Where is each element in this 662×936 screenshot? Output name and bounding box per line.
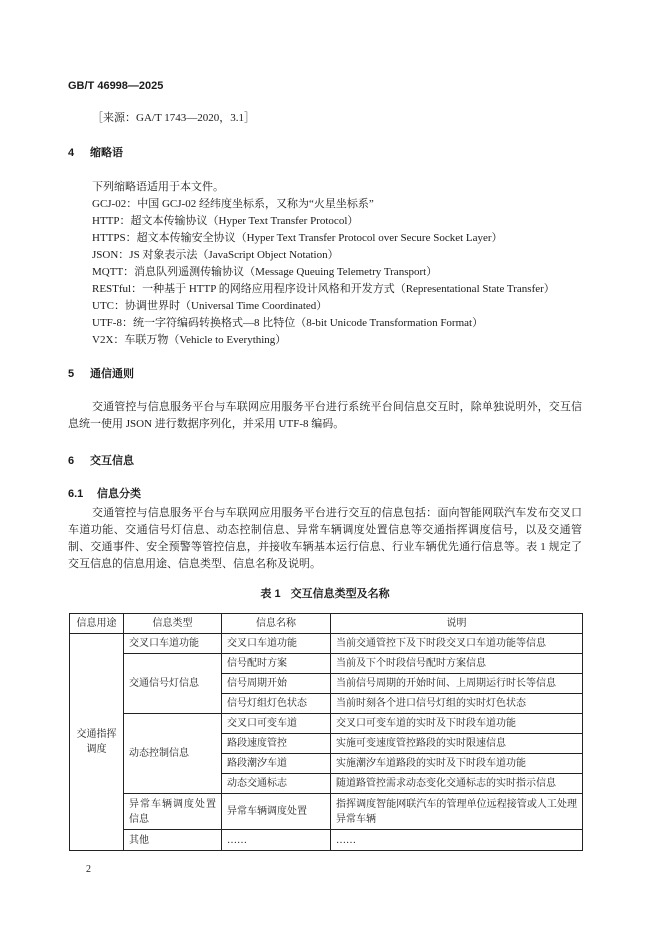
abbreviation-entry: UTC：协调世界时（Universal Time Coordinated）	[92, 300, 328, 312]
section-number: 4	[68, 147, 75, 159]
abbreviation-entry: RESTful：一种基于 HTTP 的网络应用程序设计风格和开发方式（Representational State Transfer）	[92, 283, 555, 295]
table-header-row	[70, 614, 583, 634]
table-row	[70, 714, 583, 734]
abbreviation-entry: HTTP：超文本传输协议（Hyper Text Transfer Protocol）	[92, 215, 359, 227]
name-cell: ……	[222, 830, 331, 851]
name-cell: 交叉口车道功能	[222, 634, 331, 654]
table-row	[70, 794, 583, 830]
type-cell: 异常车辆调度处置信息	[124, 794, 222, 830]
section-6-1-paragraph: 交通管控与信息服务平台与车联网应用服务平台进行交互的信息包括：面向智能网联汽车发布交叉口车道功能、交通信号灯信息、动态控制信息、异常车辆调度处置信息等交通指挥调度信号，以及交通管制、交通事件、安全预警等管控信息，并接收车辆基本运行信息、行业车辆优先通行信息等。表 1 规定了交互信息的信息用途、信息类型、信息名称及说明。	[68, 507, 582, 570]
description-cell: 当前信号周期的开始时间、上周期运行时长等信息	[331, 674, 583, 694]
section-title: 缩略语	[90, 147, 123, 159]
section-number: 5	[68, 368, 75, 380]
name-cell: 信号灯组灯色状态	[222, 694, 331, 714]
type-cell: 动态控制信息	[124, 714, 222, 794]
abbreviation-intro: 下列缩略语适用于本文件。	[92, 181, 224, 193]
type-cell: 交通信号灯信息	[124, 654, 222, 714]
table-caption-label: 表 1	[260, 588, 281, 600]
name-cell: 路段潮汐车道	[222, 754, 331, 774]
source-note: ［来源：GA/T 1743—2020，3.1］	[92, 112, 255, 124]
section-6-1-heading	[68, 486, 141, 503]
table-caption	[68, 586, 582, 603]
abbreviation-entry: HTTPS：超文本传输安全协议（Hyper Text Transfer Protocol over Secure Socket Layer）	[92, 232, 503, 244]
table-1	[69, 613, 583, 851]
standard-number-header: GB/T 46998—2025	[68, 80, 164, 92]
type-cell: 其他	[124, 830, 222, 851]
abbreviation-entry: V2X：车联万物（Vehicle to Everything）	[92, 334, 287, 346]
description-cell: 实施潮汐车道路段的实时及下时段车道功能	[331, 754, 583, 774]
name-cell: 交叉口可变车道	[222, 714, 331, 734]
abbreviation-entry: JSON：JS 对象表示法（JavaScript Object Notation）	[92, 249, 339, 261]
description-cell: 随道路管控需求动态变化交通标志的实时指示信息	[331, 774, 583, 794]
abbreviation-entry: MQTT：消息队列遥测传输协议（Message Queuing Telemetry Transport）	[92, 266, 438, 278]
section-number: 6.1	[68, 488, 84, 500]
col-header-type: 信息类型	[124, 614, 222, 634]
name-cell: 路段速度管控	[222, 734, 331, 754]
section-title: 交互信息	[90, 455, 134, 467]
name-cell: 信号配时方案	[222, 654, 331, 674]
table-row	[70, 654, 583, 674]
table-row	[70, 830, 583, 851]
table-row	[70, 634, 583, 654]
col-header-description: 说明	[331, 614, 583, 634]
description-cell: 当前时刻各个进口信号灯组的实时灯色状态	[331, 694, 583, 714]
table-caption-title: 交互信息类型及名称	[290, 588, 390, 600]
abbreviation-entry: UTF-8：统一字符编码转换格式—8 比特位（8-bit Unicode Transformation Format）	[92, 317, 484, 329]
description-cell: 交叉口可变车道的实时及下时段车道功能	[331, 714, 583, 734]
section-6-heading	[68, 453, 134, 470]
section-5-paragraph: 交通管控与信息服务平台与车联网应用服务平台进行系统平台间信息交互时，除单独说明外，交互信息统一使用 JSON 进行数据序列化，并采用 UTF-8 编码。	[68, 401, 582, 430]
description-cell: 指挥调度智能网联汽车的管理单位远程接管或人工处理异常车辆	[331, 794, 583, 830]
name-cell: 信号周期开始	[222, 674, 331, 694]
description-cell: 当前及下个时段信号配时方案信息	[331, 654, 583, 674]
col-header-name: 信息名称	[222, 614, 331, 634]
purpose-cell: 交通指挥调度	[70, 634, 124, 851]
section-title: 通信通则	[90, 368, 134, 380]
type-cell: 交叉口车道功能	[124, 634, 222, 654]
col-header-purpose: 信息用途	[70, 614, 124, 634]
section-title: 信息分类	[97, 488, 141, 500]
abbreviation-entry: GCJ-02：中国 GCJ-02 经纬度坐标系，又称为“火星坐标系”	[92, 198, 374, 210]
section-number: 6	[68, 455, 75, 467]
section-4-heading	[68, 145, 123, 162]
name-cell: 异常车辆调度处置	[222, 794, 331, 830]
section-5-heading	[68, 366, 134, 383]
description-cell: 实施可变速度管控路段的实时限速信息	[331, 734, 583, 754]
abbreviation-list	[92, 179, 582, 349]
description-cell: ……	[331, 830, 583, 851]
description-cell: 当前交通管控下及下时段交叉口车道功能等信息	[331, 634, 583, 654]
page-number: 2	[86, 864, 91, 875]
name-cell: 动态交通标志	[222, 774, 331, 794]
